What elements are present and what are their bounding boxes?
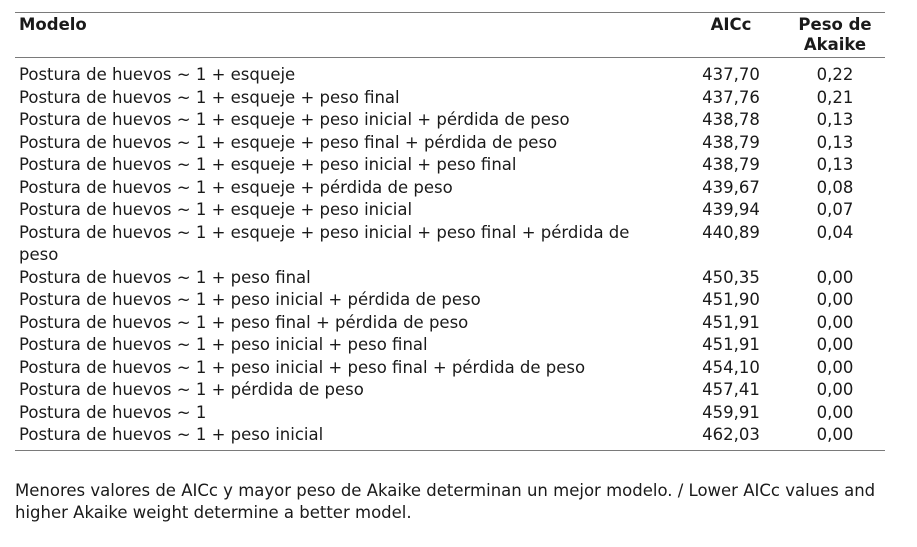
table-row: [15, 289, 885, 312]
table-header-row: [15, 13, 885, 58]
aicc-cell: 438,78: [702, 110, 760, 129]
table-body: [15, 58, 885, 451]
table-row: [15, 58, 885, 87]
aicc-cell: 451,91: [702, 312, 760, 332]
table-row: [15, 154, 885, 177]
header-akaike-weight: Peso de Akaike: [798, 15, 872, 54]
akaike-weight-cell: 0,07: [816, 200, 854, 219]
akaike-weight-cell: 0,00: [816, 312, 854, 332]
model-cell: Postura de huevos ~ 1 + esqueje + peso final: [19, 87, 400, 107]
aicc-cell: 450,35: [702, 267, 760, 287]
model-cell: Postura de huevos ~ 1 + peso inicial + peso final: [19, 335, 428, 354]
table-row: [15, 177, 885, 200]
aicc-cell: 439,67: [702, 177, 760, 197]
aicc-cell: 451,91: [702, 335, 760, 354]
model-cell: Postura de huevos ~ 1 + esqueje + peso final + pérdida de peso: [19, 132, 558, 152]
akaike-weight-cell: 0,13: [816, 132, 854, 152]
akaike-weight-cell: 0,13: [816, 110, 854, 129]
akaike-weight-cell: 0,00: [816, 335, 854, 354]
table-row: [15, 132, 885, 155]
table-row: [15, 109, 885, 132]
model-cell: Postura de huevos ~ 1 + peso final: [19, 267, 311, 287]
table-row: [15, 424, 885, 450]
akaike-weight-cell: 0,00: [816, 267, 854, 287]
aicc-cell: 438,79: [702, 132, 760, 152]
table-row: [15, 334, 885, 357]
model-cell: Postura de huevos ~ 1 + peso final + pérdida de peso: [19, 312, 469, 332]
table-row: [15, 402, 885, 425]
header-aicc: AICc: [710, 15, 752, 34]
akaike-weight-cell: 0,04: [816, 222, 854, 242]
aicc-cell: 439,94: [702, 200, 760, 219]
aicc-cell: 438,79: [702, 155, 760, 174]
model-cell: Postura de huevos ~ 1 + esqueje + peso inicial: [19, 200, 413, 219]
table-footnote: Menores valores de AICc y mayor peso de Akaike determinan un mejor modelo. / Lower AICc values and higher Akaike weight determine a better model.: [15, 481, 876, 522]
aicc-cell: 459,91: [702, 402, 760, 422]
akaike-weight-cell: 0,22: [816, 65, 854, 84]
akaike-weight-cell: 0,13: [816, 155, 854, 174]
model-cell: Postura de huevos ~ 1 + esqueje + peso inicial + peso final + pérdida de peso: [19, 222, 630, 264]
akaike-weight-cell: 0,00: [816, 380, 854, 399]
akaike-weight-cell: 0,21: [816, 87, 854, 107]
model-comparison-table: [15, 12, 885, 451]
table-row: [15, 357, 885, 380]
model-cell: Postura de huevos ~ 1 + esqueje + peso inicial + pérdida de peso: [19, 110, 570, 129]
table-row: [15, 199, 885, 222]
model-cell: Postura de huevos ~ 1 + peso inicial: [19, 425, 324, 444]
table-row: [15, 379, 885, 402]
aicc-cell: 451,90: [702, 290, 760, 309]
model-cell: Postura de huevos ~ 1 + pérdida de peso: [19, 380, 364, 399]
table-row: [15, 222, 885, 267]
aicc-cell: 462,03: [702, 425, 760, 444]
aicc-cell: 437,76: [702, 87, 760, 107]
akaike-weight-cell: 0,00: [816, 402, 854, 422]
results-table-container: [15, 12, 885, 451]
model-cell: Postura de huevos ~ 1 + esqueje + pérdida de peso: [19, 177, 453, 197]
model-cell: Postura de huevos ~ 1 + peso inicial + peso final + pérdida de peso: [19, 357, 586, 377]
model-cell: Postura de huevos ~ 1: [19, 402, 207, 422]
akaike-weight-cell: 0,00: [816, 357, 854, 377]
akaike-weight-cell: 0,00: [816, 290, 854, 309]
aicc-cell: 437,70: [702, 65, 760, 84]
akaike-weight-cell: 0,08: [816, 177, 854, 197]
akaike-weight-cell: 0,00: [816, 425, 854, 444]
aicc-cell: 440,89: [702, 222, 760, 242]
model-cell: Postura de huevos ~ 1 + esqueje + peso inicial + peso final: [19, 155, 517, 174]
table-row: [15, 312, 885, 335]
table-row: [15, 267, 885, 290]
table-row: [15, 87, 885, 110]
aicc-cell: 457,41: [702, 380, 760, 399]
header-model: Modelo: [19, 15, 87, 34]
model-cell: Postura de huevos ~ 1 + peso inicial + pérdida de peso: [19, 290, 481, 309]
model-cell: Postura de huevos ~ 1 + esqueje: [19, 65, 296, 84]
aicc-cell: 454,10: [702, 357, 760, 377]
